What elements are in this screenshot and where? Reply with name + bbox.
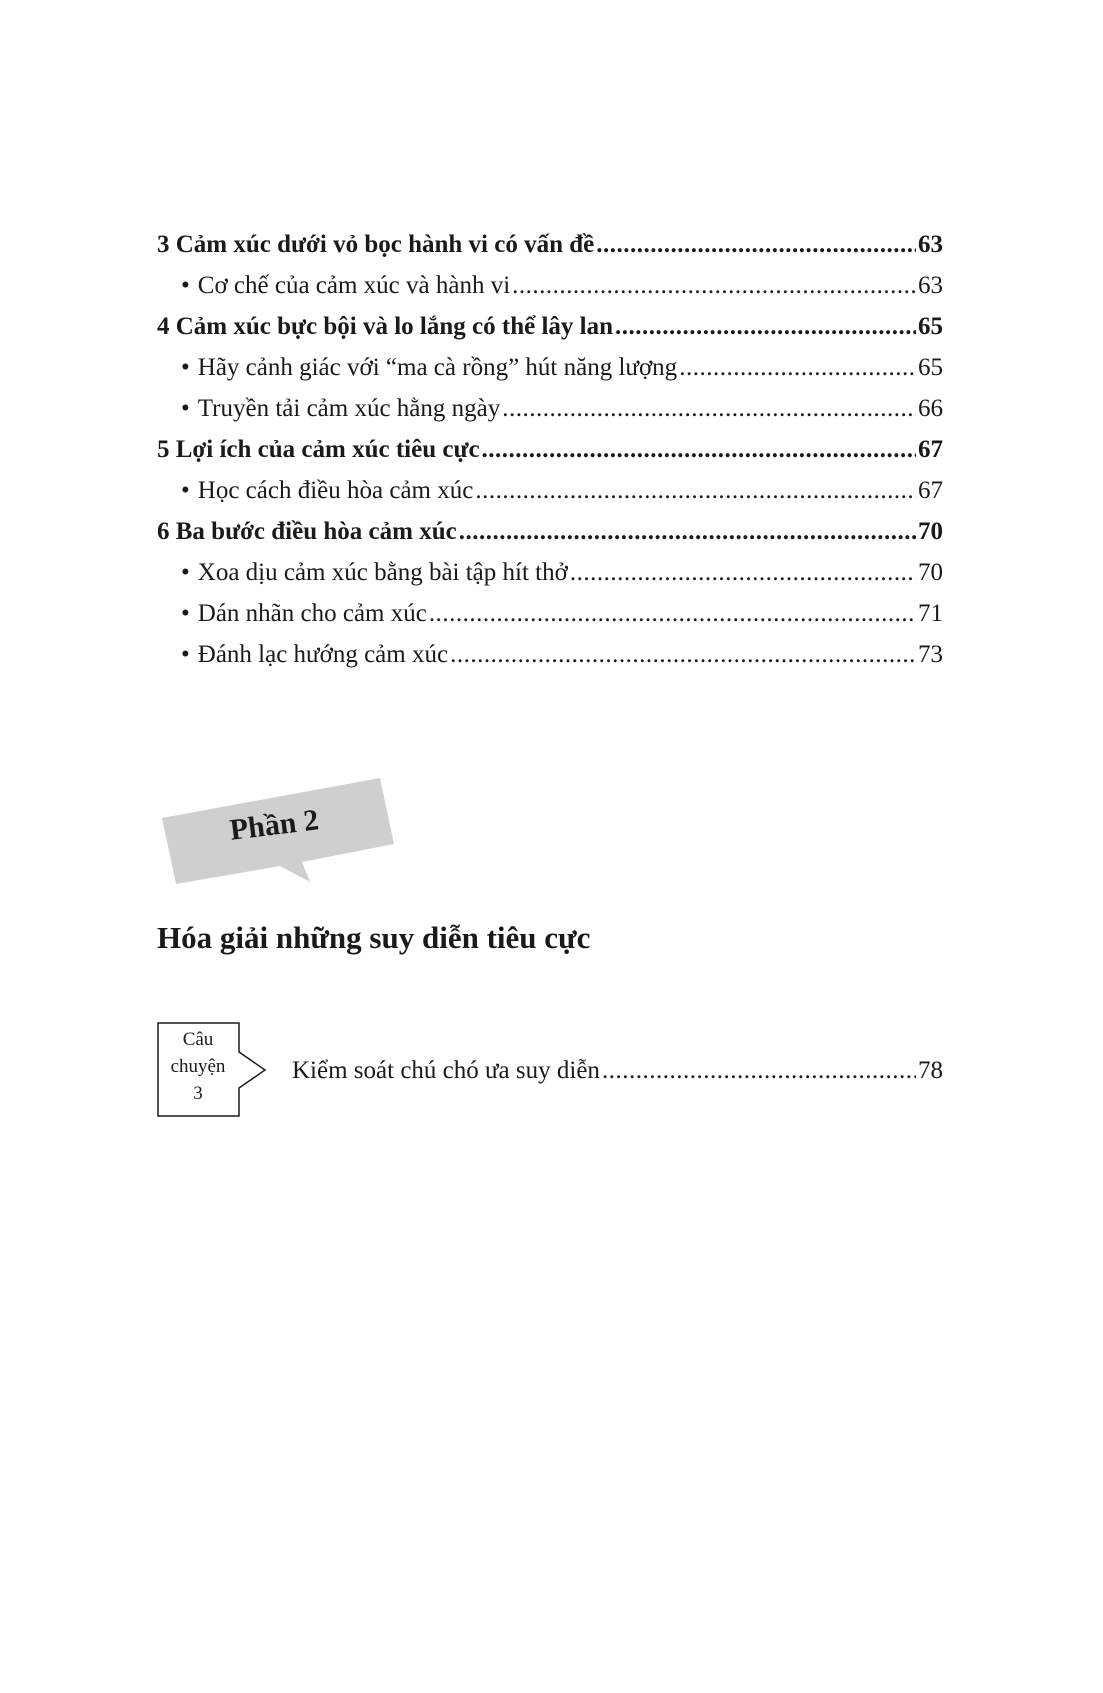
toc-entry-page: 67	[918, 477, 943, 504]
bullet-icon: •	[181, 559, 190, 586]
toc-entry-page: 67	[918, 436, 943, 463]
story-label	[157, 1026, 239, 1107]
toc-entry-page: 63	[918, 231, 943, 258]
toc-entry[interactable]	[157, 224, 943, 265]
leader-dots	[596, 224, 916, 265]
toc-entry-number: 6	[157, 518, 170, 545]
bullet-icon: •	[181, 395, 190, 422]
toc-entry[interactable]	[157, 511, 943, 552]
part-tag	[162, 790, 394, 870]
toc-subentry[interactable]	[157, 388, 943, 429]
leader-dots	[475, 470, 916, 511]
toc-entry-page: 70	[918, 518, 943, 545]
story-number: 3	[193, 1083, 203, 1104]
toc-entry-number: 4	[157, 313, 170, 340]
toc-entry-page: 66	[918, 395, 943, 422]
bullet-icon: •	[181, 641, 190, 668]
leader-dots	[502, 388, 916, 429]
bullet-icon: •	[181, 477, 190, 504]
toc-subentry[interactable]	[157, 265, 943, 306]
leader-dots	[450, 634, 916, 675]
toc-entry-title: Đánh lạc hướng cảm xúc	[197, 641, 449, 668]
toc-entry-page: 78	[918, 1057, 943, 1084]
story-label-line: chuyện	[170, 1056, 226, 1077]
leader-dots	[482, 429, 916, 470]
toc-entry-title: Học cách điều hòa cảm xúc	[197, 477, 474, 504]
table-of-contents	[157, 224, 943, 675]
toc-entry-page: 70	[918, 559, 943, 586]
leader-dots	[512, 265, 916, 306]
toc-entry-page: 63	[918, 272, 943, 299]
toc-subentry[interactable]	[157, 470, 943, 511]
toc-entry-title: Cơ chế của cảm xúc và hành vi	[197, 272, 511, 299]
part-title: Hóa giải những suy diễn tiêu cực	[157, 920, 591, 955]
toc-entry-title: Hãy cảnh giác với “ma cà rồng” hút năng lượng	[197, 354, 678, 381]
toc-entry[interactable]	[157, 429, 943, 470]
toc-entry-page: 71	[918, 600, 943, 627]
toc-entry-title: Ba bước điều hòa cảm xúc	[175, 518, 457, 545]
toc-subentry[interactable]	[157, 552, 943, 593]
bullet-icon: •	[181, 272, 190, 299]
toc-entry-title: Cảm xúc bực bội và lo lắng có thể lây lan	[175, 313, 613, 340]
toc-entry-title: Truyền tải cảm xúc hằng ngày	[197, 395, 501, 422]
leader-dots	[429, 593, 916, 634]
part-label: Phần 2	[227, 803, 321, 847]
toc-entry-page: 65	[918, 354, 943, 381]
toc-entry-title: Cảm xúc dưới vỏ bọc hành vi có vấn đề	[175, 231, 595, 258]
story-toc-entry[interactable]	[292, 1050, 943, 1091]
toc-entry[interactable]	[157, 306, 943, 347]
leader-dots	[679, 347, 916, 388]
story-badge	[157, 1022, 267, 1117]
toc-entry-title: Dán nhãn cho cảm xúc	[197, 600, 427, 627]
toc-entry-title: Xoa dịu cảm xúc bằng bài tập hít thở	[197, 559, 568, 586]
toc-entry-title: Lợi ích của cảm xúc tiêu cực	[175, 436, 480, 463]
toc-subentry[interactable]	[157, 634, 943, 675]
leader-dots	[615, 306, 916, 347]
toc-entry-number: 3	[157, 231, 170, 258]
leader-dots	[459, 511, 916, 552]
bullet-icon: •	[181, 600, 190, 627]
story-label-line: Câu	[182, 1029, 214, 1050]
toc-subentry[interactable]	[157, 347, 943, 388]
toc-subentry[interactable]	[157, 593, 943, 634]
toc-entry-page: 73	[918, 641, 943, 668]
bullet-icon: •	[181, 354, 190, 381]
leader-dots	[602, 1050, 916, 1091]
toc-entry-title: Kiểm soát chú chó ưa suy diễn	[292, 1057, 600, 1084]
leader-dots	[570, 552, 916, 593]
toc-entry-page: 65	[918, 313, 943, 340]
toc-entry-number: 5	[157, 436, 170, 463]
